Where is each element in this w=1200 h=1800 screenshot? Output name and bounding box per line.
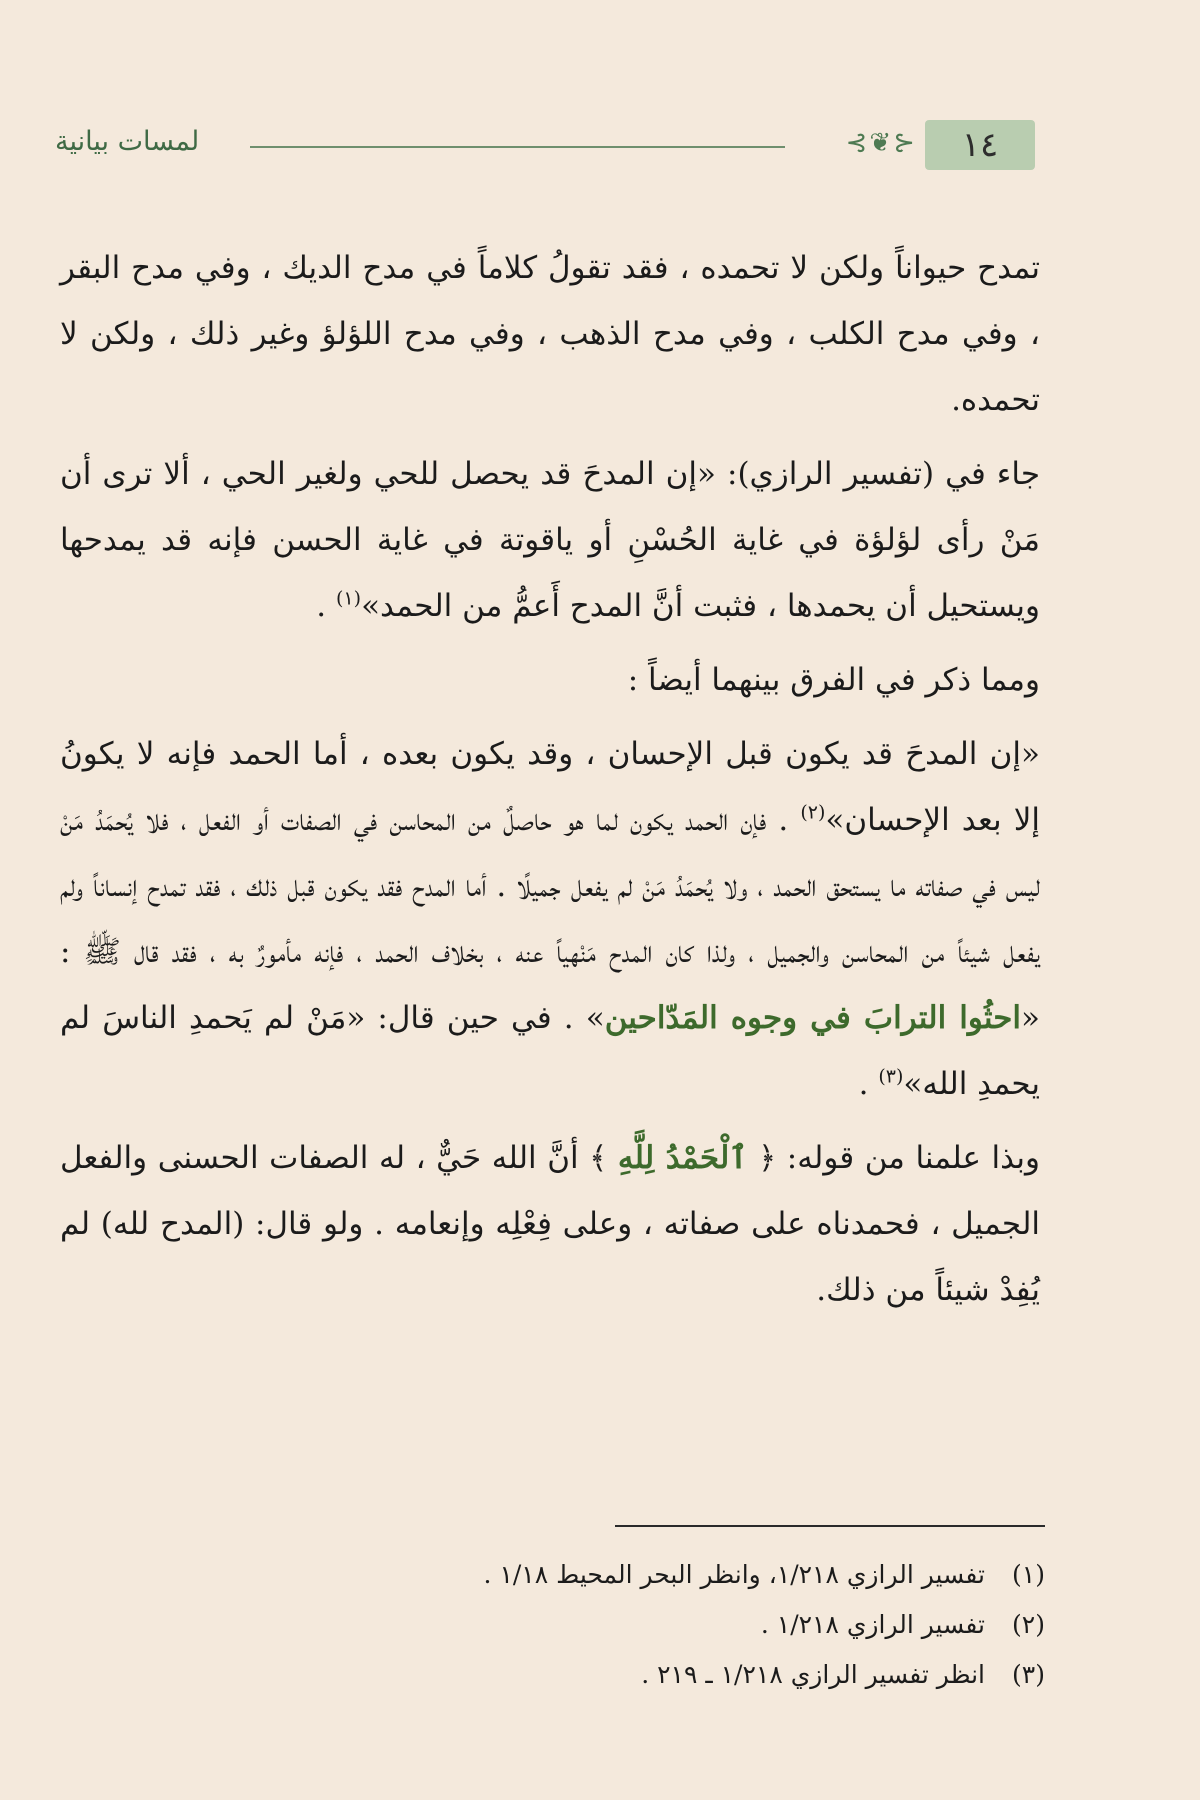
- footnote-ref-2[interactable]: (٢): [800, 801, 826, 824]
- running-title: لمسات بيانية: [55, 126, 200, 157]
- paragraph-1-text: تمدح حيواناً ولكن لا تحمده ، فقد تقولُ كلاماً في مدح الديك ، وفي مدح البقر ، وفي مدح الكلب ، وفي مدح الذهب ، وفي مدح اللؤلؤ وغير ذلك ، ولكن لا تحمده.: [60, 250, 1040, 418]
- footnote-number: (١): [1012, 1560, 1045, 1589]
- paragraph-4-end: .: [858, 1066, 879, 1102]
- footnote-number: (٢): [1012, 1610, 1045, 1639]
- footnote-ref-3[interactable]: (٣): [878, 1065, 904, 1088]
- paragraph-5-text-b: ﴾ أنَّ الله حَيٌّ ، له الصفات الحسنى والفعل الجميل ، فحمدناه على صفاته ، وعلى فِعْلِه وإنعامه . ولو قال: (المدح لله) لم يُفِدْ شيئاً من ذلك.: [60, 1140, 1040, 1308]
- paragraph-2-text: جاء في (تفسير الرازي): «إن المدحَ قد يحصل للحي ولغير الحي ، ألا ترى أن مَنْ رأى لؤلؤة في غاية الحُسْنِ أو ياقوتة في غاية الحسن فإنه قد يمدحها ويستحيل أن يحمدها ، فثبت أنَّ المدح أَعمُّ من الحمد»: [60, 456, 1040, 624]
- footnote-ref-1[interactable]: (١): [336, 587, 362, 610]
- paragraph-1: [60, 235, 1040, 433]
- header-rule: [250, 146, 785, 148]
- ornament-icon: ⊰❦⊱: [845, 128, 917, 158]
- hadith-quote: احثُوا الترابَ في وجوه المَدّاحين: [604, 1000, 1022, 1036]
- paragraph-4-text-a: «إن المدحَ قد يكون قبل الإحسان ، وقد يكون بعده ، أما الحمد فإنه لا يكونُ إلا بعد الإحسان»: [60, 736, 1040, 838]
- paragraph-2-end: .: [316, 588, 336, 624]
- paragraph-5-text-a: وبذا علمنا من قوله: ﴿: [747, 1140, 1040, 1176]
- footnote-number: (٣): [1012, 1660, 1045, 1689]
- paragraph-5: [60, 1125, 1040, 1323]
- paragraph-2: [60, 441, 1040, 639]
- footnote-text: تفسير الرازي ١/٢١٨ .: [760, 1610, 985, 1639]
- footnote-text: تفسير الرازي ١/٢١٨، وانظر البحر المحيط ١/١٨ .: [483, 1560, 985, 1589]
- paragraph-3: [60, 647, 1040, 713]
- paragraph-4-text-b: . فإن الحمد يكون لما هو حاصلٌ من المحاسن في الصفات أو الفعل ، فلا يُحمَدُ مَنْ ليس في صفاته ما يستحق الحمد ، ولا يُحمَدُ مَنْ لم يفعل جميلًا . أما المدح فقد يكون قبل ذلك ، فقد تمدح إنساناً ولم يفعل شيئاً من المحاسن والجميل ، ولذا كان المدح مَنْهياً عنه ، بخلاف الحمد ، فإنه مأمورٌ به ، فقد قال ﷺ : «: [59, 802, 1040, 1036]
- page-header: [55, 120, 1035, 180]
- paragraph-4: [60, 721, 1040, 1117]
- main-text: [60, 235, 1040, 1331]
- footnote: [60, 1550, 1045, 1600]
- page-number: ١٤: [925, 120, 1035, 170]
- footnote-text: انظر تفسير الرازي ١/٢١٨ ـ ٢١٩ .: [641, 1660, 985, 1689]
- footnote-separator: [615, 1525, 1045, 1527]
- footnotes: [60, 1550, 1045, 1700]
- footnote: [60, 1650, 1045, 1700]
- footnote: [60, 1600, 1045, 1650]
- paragraph-3-text: ومما ذكر في الفرق بينهما أيضاً :: [627, 662, 1040, 698]
- quran-quote: ٱلْحَمْدُ لِلَّهِ: [617, 1140, 748, 1176]
- paragraph-4-text-c: » . في حين قال: «مَنْ لم يَحمدِ الناسَ لم يحمدِ الله»: [60, 1000, 1040, 1102]
